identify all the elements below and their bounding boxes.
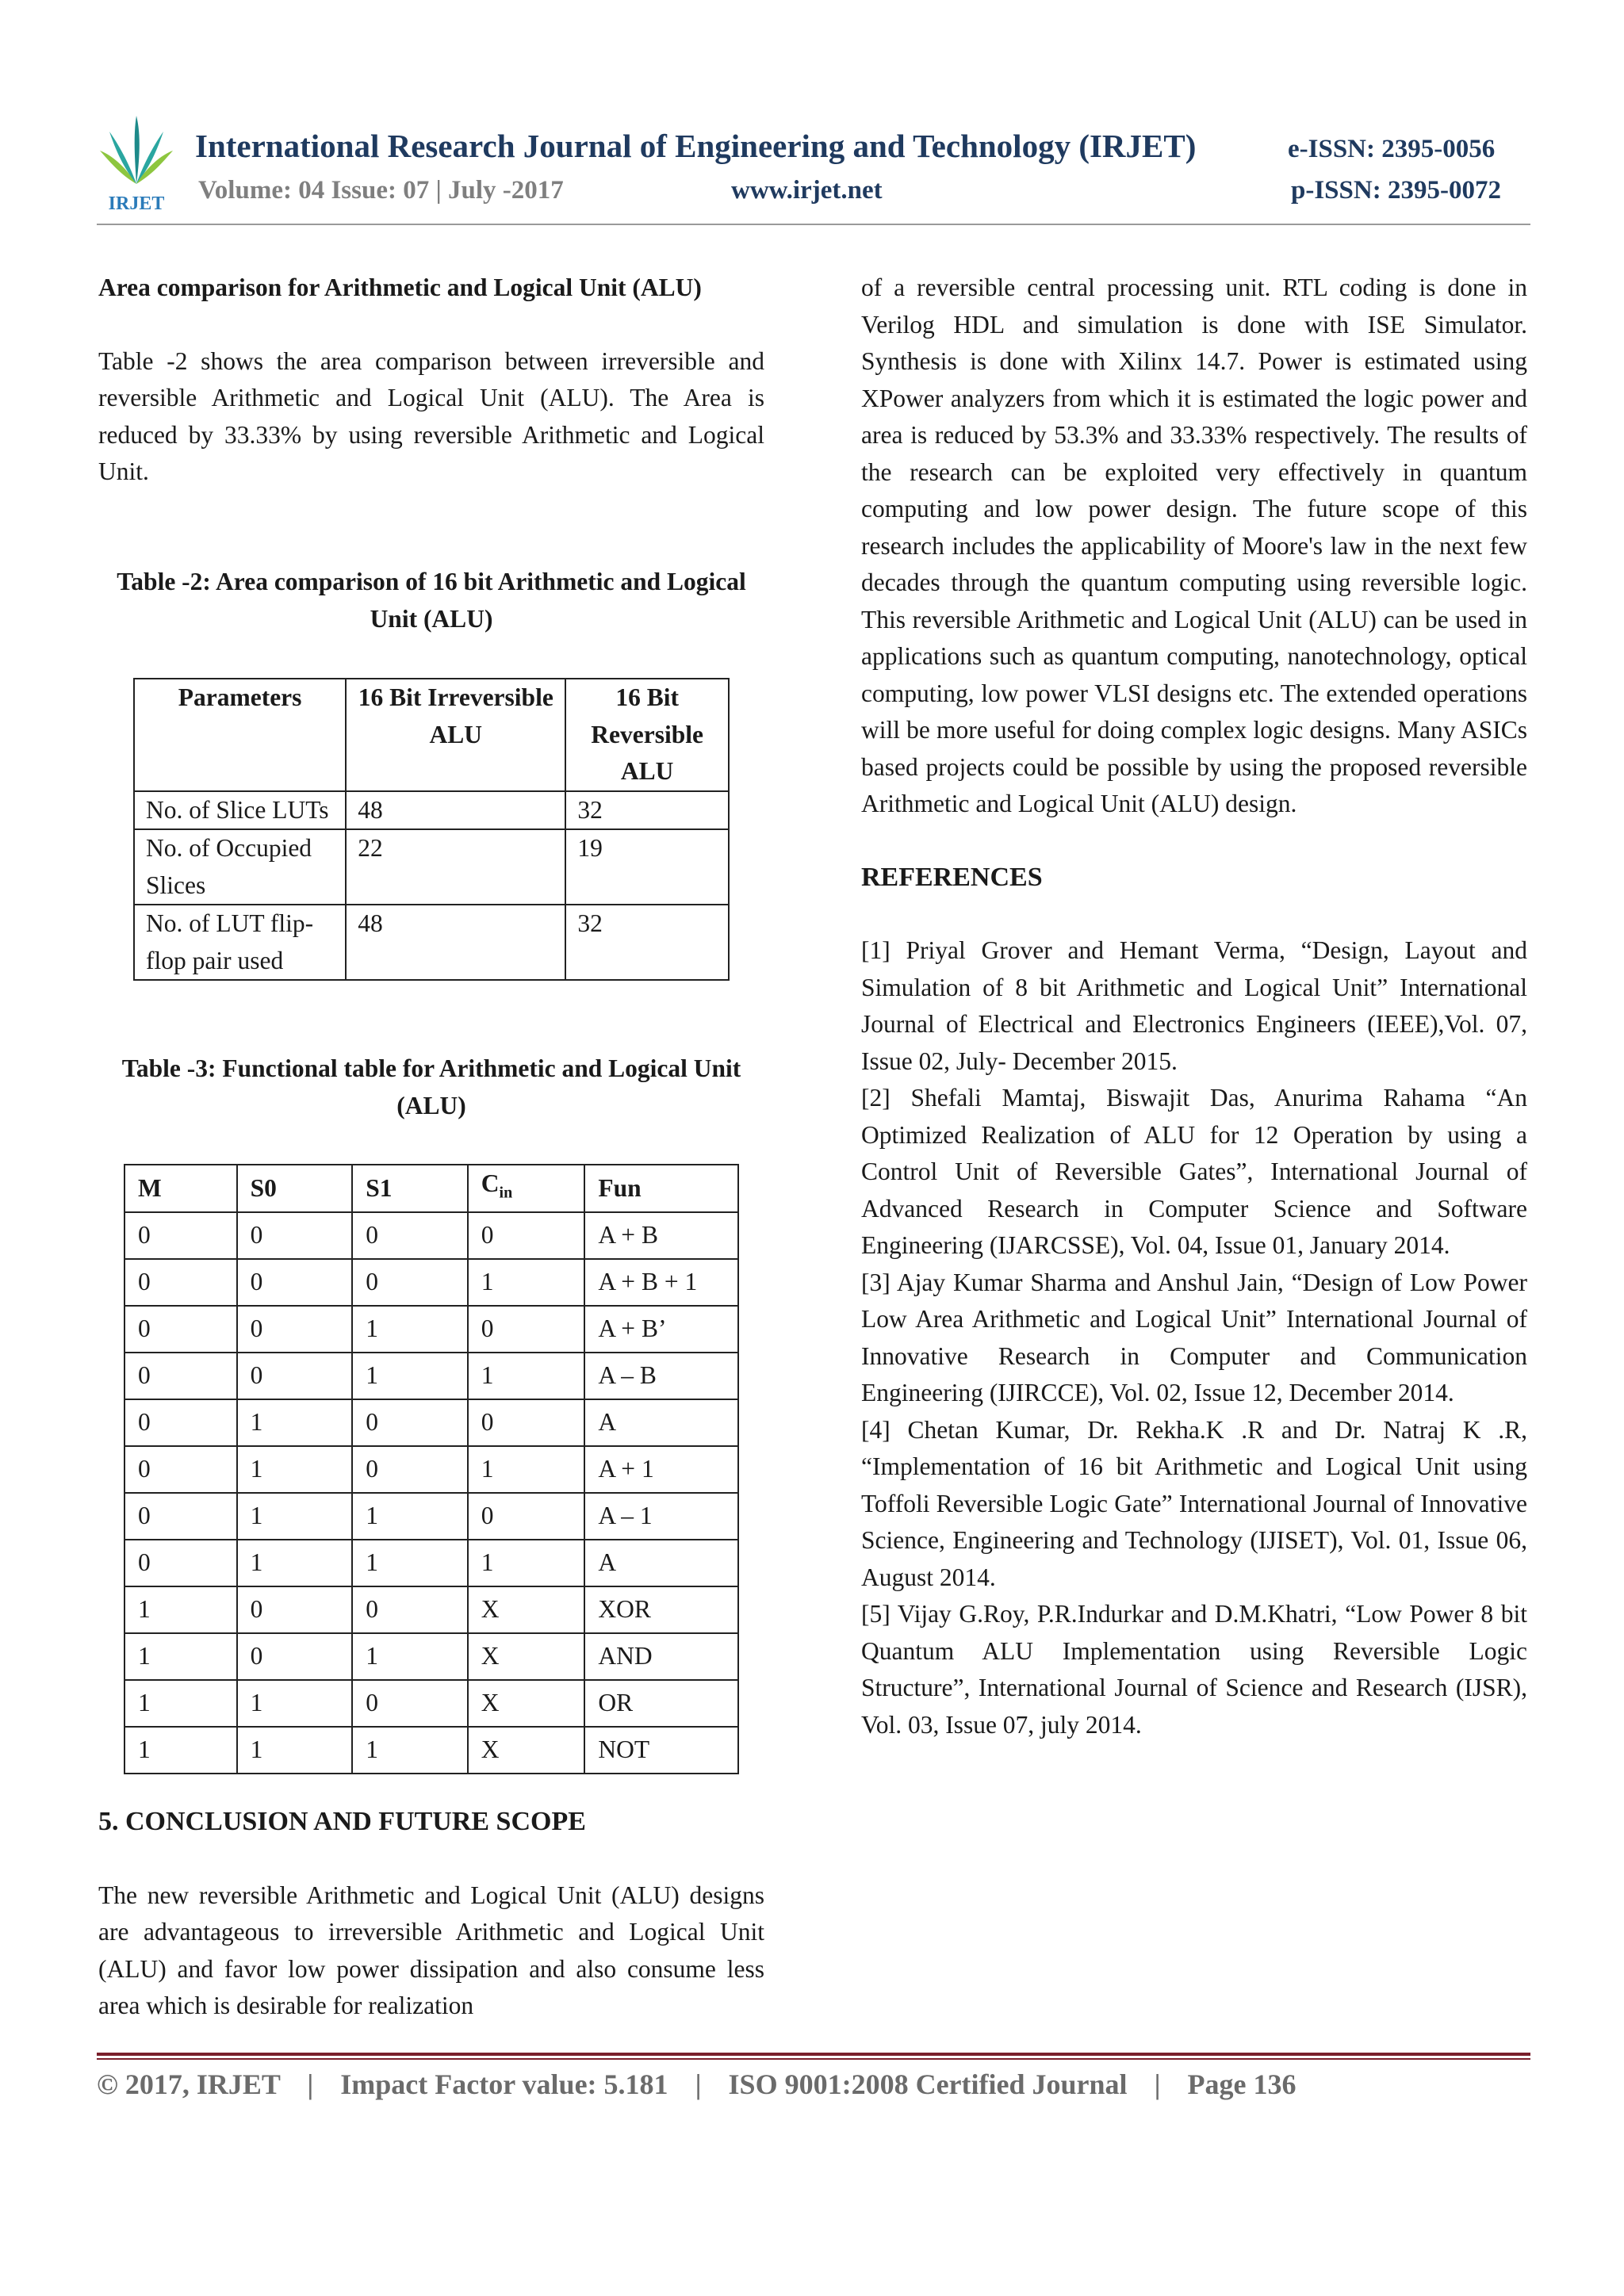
table-cell: 1 (237, 1727, 353, 1774)
table-cell: 1 (124, 1586, 237, 1633)
functional-table (124, 1164, 739, 1774)
table-cell: X (468, 1633, 585, 1680)
table-cell: A (584, 1399, 738, 1446)
table3-caption: Table -3: Functional table for Arithmetic and Logical Unit (ALU) (121, 1054, 741, 1119)
footer-separator: | (307, 2068, 314, 2100)
table-cell: 1 (468, 1446, 585, 1493)
table-cell: 1 (124, 1727, 237, 1774)
table-cell: 1 (352, 1540, 468, 1586)
table-cell: 0 (124, 1493, 237, 1540)
table-header-cell: S1 (352, 1165, 468, 1212)
table-cell: 0 (124, 1259, 237, 1306)
table-cell: A + B (584, 1212, 738, 1259)
table-cell: 48 (346, 791, 565, 830)
table-cell: X (468, 1727, 585, 1774)
footer-separator: | (1154, 2068, 1161, 2100)
table-cell: 0 (124, 1212, 237, 1259)
table-header-row (124, 1165, 738, 1212)
page-footer (97, 2064, 1297, 2104)
table-cell: 0 (468, 1493, 585, 1540)
logo-leaves-icon (100, 116, 173, 184)
table-cell: 1 (468, 1540, 585, 1586)
table-cell: 1 (124, 1680, 237, 1727)
right-column (861, 270, 1527, 1743)
table-row (124, 1727, 738, 1774)
table-cell: 0 (237, 1353, 353, 1399)
table-cell: No. of Occupied Slices (134, 829, 346, 905)
table-cell: 0 (352, 1399, 468, 1446)
table-cell: 1 (352, 1493, 468, 1540)
table-cell: 1 (237, 1540, 353, 1586)
table-cell: NOT (584, 1727, 738, 1774)
left-column-top (98, 270, 764, 491)
conclusion-heading: 5. CONCLUSION AND FUTURE SCOPE (98, 1807, 586, 1836)
table-cell: No. of Slice LUTs (134, 791, 346, 830)
table-row (134, 791, 729, 830)
table-cell: 1 (468, 1259, 585, 1306)
journal-title: International Research Journal of Engineering and Technology (IRJET) (195, 128, 1197, 164)
functional-table-body (124, 1212, 738, 1774)
table-cell: 1 (468, 1353, 585, 1399)
reference-item: [4] Chetan Kumar, Dr. Rekha.K .R and Dr. Natraj K .R, “Implementation of 16 bit Arithmetic and Logical Unit using Toffoli Reversible Logic Gate” International Journal of Innovative Science, Engineering and Technology (IJISET), Vol. 01, Issue 06, August 2014. (861, 1415, 1527, 1591)
table-cell: A + B + 1 (584, 1259, 738, 1306)
table-row (124, 1306, 738, 1353)
table-cell: 0 (352, 1259, 468, 1306)
table-cell: X (468, 1680, 585, 1727)
table-cell: 0 (468, 1399, 585, 1446)
table-cell: 32 (565, 905, 729, 980)
table-header-cell: M (124, 1165, 237, 1212)
table-header-cell: 16 Bit Reversible ALU (565, 679, 729, 791)
table-cell: 0 (237, 1633, 353, 1680)
table-cell: A (584, 1540, 738, 1586)
table-cell: 0 (352, 1446, 468, 1493)
table-cell: 1 (237, 1399, 353, 1446)
header-divider (97, 224, 1530, 225)
table-cell: A – 1 (584, 1493, 738, 1540)
table-cell: 0 (124, 1353, 237, 1399)
table-header-cell-cin (468, 1165, 585, 1212)
table-row (124, 1353, 738, 1399)
table-cell: 0 (237, 1586, 353, 1633)
footer-iso: ISO 9001:2008 Certified Journal (728, 2068, 1128, 2100)
area-comparison-paragraph: Table -2 shows the area comparison between irreversible and reversible Arithmetic and Logical Unit (ALU). The Area is reduced by 33.33% by using reversible Arithmetic and Logical Unit. (98, 346, 764, 485)
table-cell: 1 (124, 1633, 237, 1680)
table-header-cell: 16 Bit Irreversible ALU (346, 679, 565, 791)
cin-subscript: in (499, 1184, 513, 1202)
table-row (134, 829, 729, 905)
left-column-bottom (98, 1804, 764, 2025)
reference-item: [5] Vijay G.Roy, P.R.Indurkar and D.M.Khatri, “Low Power 8 bit Quantum ALU Implementation using Reversible Logic Structure”, International Journal of Science and Research (IJSR), Vol. 03, Issue 07, july 2014. (861, 1600, 1527, 1739)
table-cell: 1 (237, 1493, 353, 1540)
cin-label: C (481, 1169, 500, 1197)
table-cell: 32 (565, 791, 729, 830)
logo-text: IRJET (108, 193, 165, 214)
table-row (124, 1680, 738, 1727)
table-cell: 0 (124, 1306, 237, 1353)
table-cell: 1 (352, 1727, 468, 1774)
reference-item: [1] Priyal Grover and Hemant Verma, “Design, Layout and Simulation of 8 bit Arithmetic and Logical Unit” International Journal of Electrical and Electronics Engineers (IEEE),Vol. 07, Issue 02, July- December 2015. (861, 936, 1527, 1075)
table-cell: 0 (468, 1306, 585, 1353)
table-cell: 1 (352, 1633, 468, 1680)
table-cell: A – B (584, 1353, 738, 1399)
footer-divider-thin (97, 2058, 1530, 2060)
volume-issue: Volume: 04 Issue: 07 | July -2017 (198, 176, 564, 205)
table-row (124, 1633, 738, 1680)
table-cell: AND (584, 1633, 738, 1680)
table-cell: 48 (346, 905, 565, 980)
reference-item: [2] Shefali Mamtaj, Biswajit Das, Anurima Rahama “An Optimized Realization of ALU for 12 Operation by using a Control Unit of Reversible Gates”, International Journal of Advanced Research in Computer Science and Software Engineering (IJARCSSE), Vol. 04, Issue 01, January 2014. (861, 1084, 1527, 1259)
table-cell: 0 (124, 1446, 237, 1493)
table-row (124, 1212, 738, 1259)
table-row (124, 1399, 738, 1446)
table-header-cell: Fun (584, 1165, 738, 1212)
table-row (124, 1586, 738, 1633)
table-cell: X (468, 1586, 585, 1633)
e-issn: e-ISSN: 2395-0056 (1288, 135, 1496, 163)
table-cell: 0 (237, 1212, 353, 1259)
table-cell: 0 (468, 1212, 585, 1259)
table-cell: 1 (352, 1353, 468, 1399)
table-cell: No. of LUT flip-flop pair used (134, 905, 346, 980)
table-row (124, 1446, 738, 1493)
table-cell: 0 (352, 1212, 468, 1259)
table-cell: XOR (584, 1586, 738, 1633)
conclusion-paragraph: The new reversible Arithmetic and Logical Unit (ALU) designs are advantageous to irreversible Arithmetic and Logical Unit (ALU) and favor low power dissipation and also consume less area which is desirable for realization (98, 1881, 764, 2019)
table-row (124, 1540, 738, 1586)
table-cell: 0 (124, 1399, 237, 1446)
table-cell: A + B’ (584, 1306, 738, 1353)
area-comparison-heading: Area comparison for Arithmetic and Logical Unit (ALU) (98, 274, 702, 301)
references-heading: REFERENCES (861, 862, 1043, 892)
journal-website-link[interactable]: www.irjet.net (731, 176, 883, 205)
table-header-row (134, 679, 729, 791)
table-header-cell: Parameters (134, 679, 346, 791)
references-list (861, 932, 1527, 1743)
footer-page-number: Page 136 (1187, 2068, 1297, 2100)
table-cell: OR (584, 1680, 738, 1727)
irjet-logo (94, 111, 179, 214)
footer-divider (97, 2053, 1530, 2056)
table-cell: 0 (124, 1540, 237, 1586)
table-row (134, 905, 729, 980)
conclusion-continuation-paragraph: of a reversible central processing unit. RTL coding is done in Verilog HDL and simulation is done with ISE Simulator. Synthesis is done with Xilinx 14.7. Power is estimated using XPower analyzers from which it is estimated the logic power and area is reduced by 53.3% and 33.33% respectively. The results of the research can be exploited very effectively in quantum computing and low power design. The future scope of this research includes the applicability of Moore's law in the next few decades through the quantum computing using reversible logic. This reversible Arithmetic and Logical Unit (ALU) can be used in applications such as quantum computing, nanotechnology, optical computing, low power VLSI designs etc. The extended operations will be more useful for doing complex logic designs. Many ASICs based projects could be possible by using the proposed reversible Arithmetic and Logical Unit (ALU) design. (861, 274, 1527, 817)
table-cell: 0 (237, 1259, 353, 1306)
table-cell: 19 (565, 829, 729, 905)
table-header-cell: S0 (237, 1165, 353, 1212)
p-issn: p-ISSN: 2395-0072 (1291, 176, 1501, 205)
table-cell: 0 (352, 1586, 468, 1633)
table-row (124, 1259, 738, 1306)
table-cell: 1 (237, 1446, 353, 1493)
footer-separator: | (695, 2068, 702, 2100)
table-cell: 1 (237, 1680, 353, 1727)
table-row (124, 1493, 738, 1540)
reference-item: [3] Ajay Kumar Sharma and Anshul Jain, “Design of Low Power Low Area Arithmetic and Logical Unit” International Journal of Innovative Research in Computer and Communication Engineering (IJIRCCE), Vol. 02, Issue 12, December 2014. (861, 1268, 1527, 1406)
footer-copyright: © 2017, IRJET (97, 2068, 281, 2100)
footer-impact-factor: Impact Factor value: 5.181 (340, 2068, 668, 2100)
table-cell: 0 (352, 1680, 468, 1727)
table-cell: 1 (352, 1306, 468, 1353)
table-cell: 22 (346, 829, 565, 905)
area-comparison-table (133, 678, 730, 981)
table2-caption: Table -2: Area comparison of 16 bit Arithmetic and Logical Unit (ALU) (117, 568, 746, 633)
table-cell: A + 1 (584, 1446, 738, 1493)
table-cell: 0 (237, 1306, 353, 1353)
